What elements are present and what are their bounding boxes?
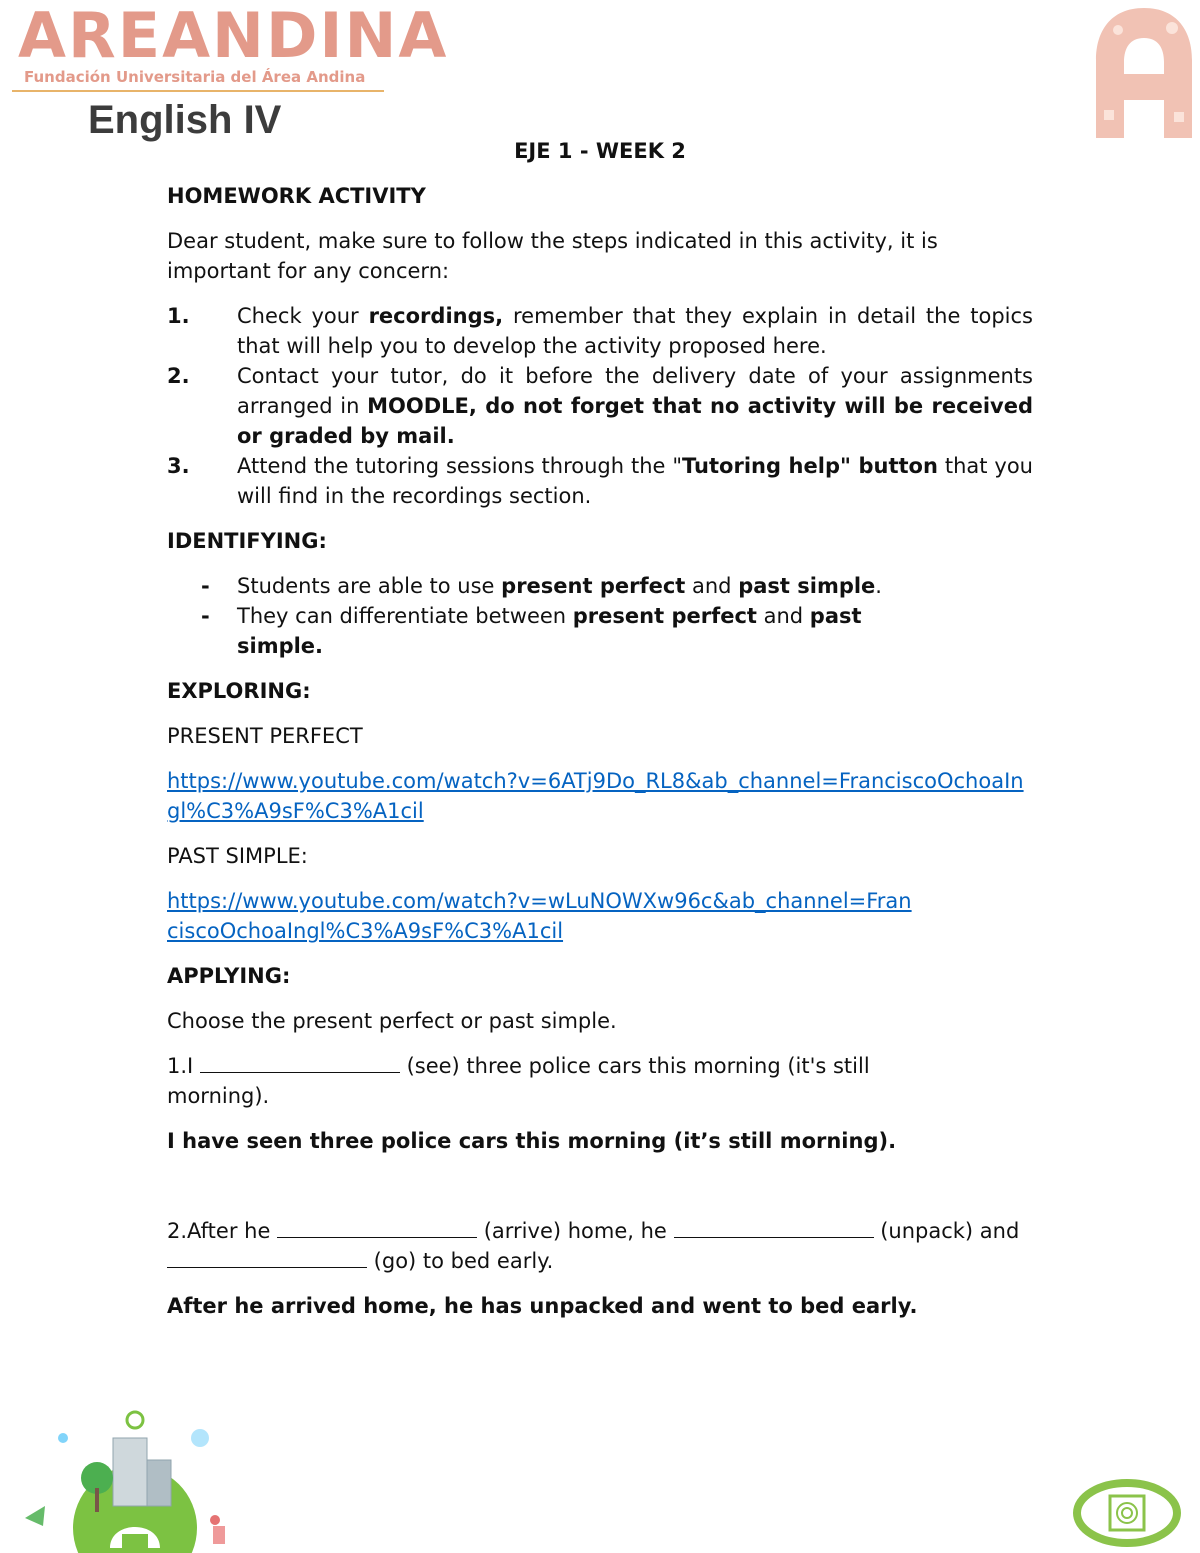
- answer-blank: [200, 1054, 400, 1073]
- answer-2: After he arrived home, he has unpacked and went to bed early.: [167, 1294, 918, 1318]
- step-item: [167, 301, 1033, 361]
- applying-instruction: Choose the present perfect or past simple.: [167, 1009, 617, 1033]
- step-bold: Tutoring help" button: [682, 454, 938, 478]
- intro-paragraph: Dear student, make sure to follow the steps indicated in this activity, it is important for any concern:: [167, 229, 938, 283]
- exercise-text: (arrive) home, he: [477, 1219, 674, 1243]
- step-text: that you will find in the recordings section.: [237, 454, 1033, 508]
- eco-globe-illustration-icon: [15, 1408, 255, 1553]
- objective-item: [167, 571, 1033, 601]
- answer-1: I have seen three police cars this morning (it’s still morning).: [167, 1129, 897, 1153]
- objective-bold: present perfect: [501, 574, 686, 598]
- objective-item: [167, 601, 1033, 661]
- brand-name: AREANDINA: [18, 0, 449, 72]
- step-bold: recordings,: [368, 304, 504, 328]
- exercise-text: (see) three police cars this morning (it's still morning).: [167, 1054, 870, 1108]
- objective-text: and: [756, 604, 810, 628]
- past-simple-video-link[interactable]: https://www.youtube.com/watch?v=wLuNOWXw96c&ab_channel=FranciscoOchoaIngl%C3%A9sF%C3%A1cil: [167, 889, 912, 943]
- document-title: EJE 1 - WEEK 2: [514, 139, 686, 163]
- objective-bold: past simple: [738, 574, 876, 598]
- identifying-heading: IDENTIFYING:: [167, 529, 327, 553]
- answer-blank: [674, 1219, 874, 1238]
- exercise-2: [167, 1216, 1033, 1276]
- objective-bold: past simple.: [237, 604, 862, 658]
- exercise-text: (unpack) and: [873, 1219, 1020, 1243]
- course-title: English IV: [88, 98, 282, 142]
- exercise-text: 2.After he: [167, 1219, 278, 1243]
- step-item: [167, 451, 1033, 511]
- document-body: [167, 136, 1033, 1336]
- step-number: 2.: [167, 364, 190, 388]
- answer-blank: [277, 1219, 477, 1238]
- areandina-a-emblem-icon: [1088, 0, 1200, 145]
- exploring-heading: EXPLORING:: [167, 679, 311, 703]
- exercise-text: (go) to bed early.: [367, 1249, 554, 1273]
- present-perfect-video-link[interactable]: https://www.youtube.com/watch?v=6ATj9Do_RL8&ab_channel=FranciscoOchoaIngl%C3%A9sF%C3%A1cil: [167, 769, 1024, 823]
- dash-bullet: -: [201, 574, 210, 598]
- objective-text: Students are able to use: [237, 574, 502, 598]
- past-simple-label: PAST SIMPLE:: [167, 844, 308, 868]
- recycle-fingerprint-badge-icon: [1072, 1478, 1182, 1548]
- step-text: Check your: [237, 304, 369, 328]
- step-text: Contact your tutor, do it before the delivery date of your assignments arranged in: [237, 364, 1033, 418]
- applying-heading: APPLYING:: [167, 964, 291, 988]
- steps-list: [167, 301, 1033, 511]
- answer-blank: [167, 1249, 367, 1268]
- step-bold: MOODLE, do not forget that no activity will be received or graded by mail.: [237, 394, 1033, 448]
- exercise-text: 1.I: [167, 1054, 200, 1078]
- step-text: Attend the tutoring sessions through the ": [237, 454, 683, 478]
- objective-text: .: [875, 574, 882, 598]
- objective-bold: present perfect: [572, 604, 757, 628]
- step-number: 3.: [167, 454, 190, 478]
- objectives-list: [167, 571, 1033, 661]
- step-number: 1.: [167, 304, 190, 328]
- homework-heading: HOMEWORK ACTIVITY: [167, 184, 426, 208]
- dash-bullet: -: [201, 604, 210, 628]
- exercise-1: [167, 1051, 1033, 1111]
- header-divider: [12, 90, 384, 92]
- objective-text: and: [685, 574, 739, 598]
- brand-subtitle: Fundación Universitaria del Área Andina: [24, 68, 366, 86]
- step-item: [167, 361, 1033, 451]
- step-text: remember that they explain in detail the topics that will help you to develop the activity proposed here.: [237, 304, 1033, 358]
- objective-text: They can differentiate between: [237, 604, 573, 628]
- present-perfect-label: PRESENT PERFECT: [167, 724, 363, 748]
